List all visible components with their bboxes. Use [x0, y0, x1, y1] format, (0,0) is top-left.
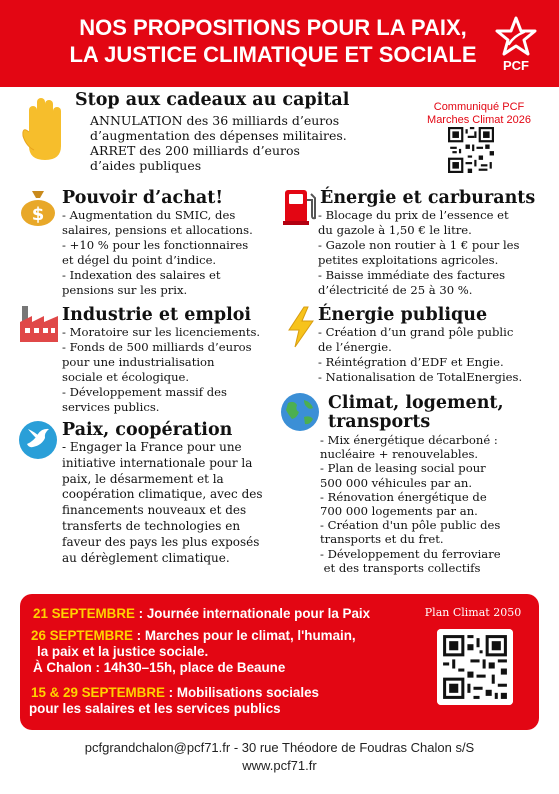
paix-line: coopération climatique, avec des: [62, 487, 263, 502]
energie-body: [318, 208, 520, 298]
energie-line: - Baisse immédiate des factures: [318, 268, 506, 282]
logo-text: PCF: [503, 58, 529, 73]
industrie-line: pour une industrialisation: [62, 355, 215, 369]
lightning-icon: [286, 306, 316, 348]
paix-line: paix, le désarmement et la: [62, 471, 224, 486]
energie-line: - Gazole non routier à 1 € pour les: [318, 238, 520, 252]
climat-line: 500 000 véhicules par an.: [320, 475, 473, 490]
industrie-title: Industrie et emploi: [62, 305, 252, 325]
qr-code-plan-climat[interactable]: [437, 629, 513, 705]
fuel-pump-icon: [282, 186, 318, 226]
climat-line: - Mix énergétique décarboné :: [320, 433, 498, 447]
climat-line: - Création d'un pôle public des: [320, 518, 501, 533]
energie-publique-title: Énergie publique: [318, 305, 488, 325]
paix-line: initiative internationale pour la: [62, 455, 253, 470]
energie-publique-line: - Création d’un grand pôle public: [318, 325, 514, 339]
paix-line: transferts de technologies en: [62, 518, 241, 533]
event-3-date: 15 & 29 SEPTEMBRE: [31, 685, 165, 700]
climat-line: - Développement du ferroviare: [320, 546, 501, 561]
climat-line: - Rénovation énergétique de: [320, 489, 487, 504]
stop-line: ANNULATION des 36 milliards d’euros: [90, 113, 340, 128]
stop-line: d’aides publiques: [90, 158, 202, 173]
event-1-date: 21 SEPTEMBRE: [33, 606, 135, 621]
pouvoir-title: Pouvoir d’achat!: [62, 188, 224, 208]
stop-line: d’augmentation des dépenses militaires.: [90, 128, 347, 143]
pcf-logo: [492, 14, 540, 76]
paix-line: - Engager la France pour une: [62, 440, 242, 454]
event-2-line-3: À Chalon : 14h30–15h, place de Beaune: [33, 660, 286, 675]
energie-publique-line: de l’énergie.: [318, 340, 392, 354]
event-3-text: : Mobilisations sociales: [164, 685, 319, 700]
factory-icon: [18, 304, 60, 344]
energie-line: du gazole à 1,50 € le litre.: [318, 223, 472, 237]
plan-climat-label: Plan Climat 2050: [424, 606, 522, 619]
paix-line: faveur des pays les plus exposés: [62, 534, 260, 549]
paix-body: [62, 440, 263, 566]
event-3: [31, 685, 319, 717]
event-2-date: 26 SEPTEMBRE: [31, 628, 133, 643]
event-3-line-2: pour les salaires et les services publics: [29, 701, 281, 716]
climat-line: et des transports collectifs: [320, 560, 481, 575]
event-2-text: : Marches pour le climat, l'humain,: [132, 628, 356, 643]
climat-line: transports et du fret.: [320, 532, 444, 547]
industrie-line: services publics.: [62, 400, 160, 414]
paix-line: financements nouveaux et des: [62, 503, 247, 518]
energie-publique-body: [318, 325, 522, 385]
pouvoir-body: [62, 208, 253, 298]
pouvoir-line: - Augmentation du SMIC, des: [62, 208, 236, 222]
event-2-line-2: la paix et la justice sociale.: [37, 644, 209, 659]
industrie-line: - Fonds de 500 milliards d’euros: [62, 340, 252, 354]
page-title: [58, 14, 488, 68]
industrie-line: sociale et écologique.: [62, 370, 190, 384]
event-1-text: : Journée internationale pour la Paix: [134, 606, 371, 621]
stop-body: [90, 113, 347, 173]
communique-line-1: Communiqué PCF: [433, 101, 525, 113]
climat-line: 700 000 logements par an.: [320, 504, 478, 519]
pouvoir-line: - +10 % pour les fonctionnaires: [62, 238, 249, 252]
header-banner: [0, 0, 559, 87]
communique-label: [404, 101, 554, 127]
energie-publique-line: - Réintégration d’EDF et Engie.: [318, 355, 504, 369]
dove-icon: [18, 420, 58, 460]
title-line-1: NOS PROPOSITIONS POUR LA PAIX,: [79, 15, 467, 40]
climat-title: [328, 394, 504, 432]
climat-title-line-2: transports: [328, 412, 431, 432]
footer-address: pcfgrandchalon@pcf71.fr - 30 rue Théodore de Foudras Chalon s/S: [84, 740, 475, 755]
svg-text:$: $: [31, 204, 45, 225]
stop-line: ARRET des 200 milliards d’euros: [90, 143, 300, 158]
climat-line: nucléaire + renouvelables.: [320, 447, 479, 462]
industrie-line: - Moratoire sur les licenciements.: [62, 325, 261, 339]
climat-body: [320, 433, 501, 575]
energie-line: petites exploitations agricoles.: [318, 253, 499, 267]
event-1: [33, 606, 370, 622]
stop-title: Stop aux cadeaux au capital: [75, 90, 350, 110]
pouvoir-line: salaires, pensions et allocations.: [62, 223, 253, 237]
energie-publique-line: - Nationalisation de TotalEnergies.: [318, 370, 523, 384]
energie-line: - Blocage du prix de l’essence et: [318, 208, 509, 222]
climat-line: - Plan de leasing social pour: [320, 461, 486, 476]
footer-website[interactable]: www.pcf71.fr: [242, 758, 317, 773]
paix-line: au dérèglement climatique.: [62, 550, 230, 565]
money-bag-icon: [18, 188, 58, 226]
communique-line-2: Marches Climat 2026: [427, 114, 531, 126]
pouvoir-line: - Indexation des salaires et: [62, 268, 221, 282]
star-icon: [492, 14, 540, 60]
industrie-body: [62, 325, 260, 415]
paix-title: Paix, coopération: [62, 420, 233, 440]
energie-title: Énergie et carburants: [320, 188, 536, 208]
climat-title-line-1: Climat, logement,: [328, 393, 504, 413]
industrie-line: - Développement massif des: [62, 385, 227, 399]
event-2: [31, 628, 356, 676]
raised-hand-icon: [20, 94, 70, 164]
title-line-2: LA JUSTICE CLIMATIQUE ET SOCIALE: [69, 42, 477, 67]
energie-line: d’électricité de 25 à 30 %.: [318, 283, 473, 297]
pouvoir-line: et dégel du point d’indice.: [62, 253, 217, 267]
globe-icon: [280, 392, 320, 432]
pouvoir-line: pensions sur les prix.: [62, 283, 188, 297]
qr-code-communique[interactable]: [448, 127, 494, 173]
